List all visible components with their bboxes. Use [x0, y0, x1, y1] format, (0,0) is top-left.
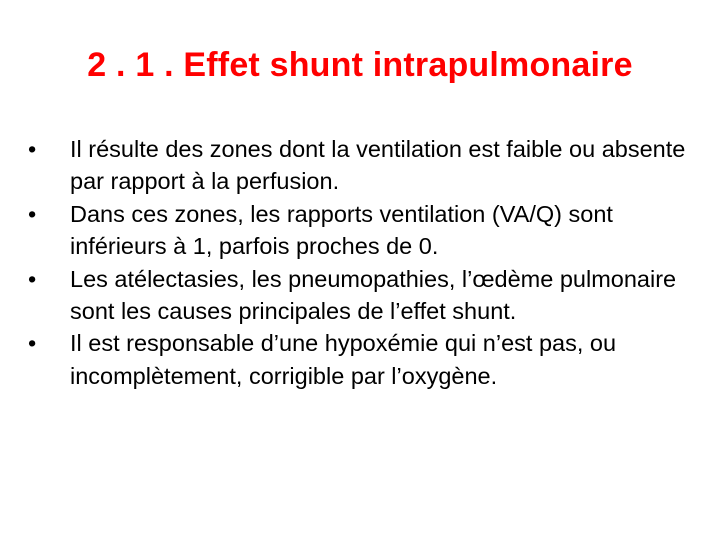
bullet-item	[28, 327, 688, 392]
bullet-text: Les atélectasies, les pneumopathies, l’œdème pulmonaire sont les causes principales de l’effet shunt.	[70, 265, 677, 325]
bullet-text: Il est responsable d’une hypoxémie qui n’est pas, ou incomplètement, corrigible par l’oxygène.	[70, 330, 617, 389]
bullet-text: Il résulte des zones dont la ventilation est faible ou absente par rapport à la perfusion.	[70, 136, 686, 195]
bullet-icon: •	[28, 136, 37, 162]
bullet-item	[28, 263, 688, 328]
bullet-icon: •	[28, 200, 37, 227]
bullet-list	[28, 133, 688, 392]
bullet-icon: •	[28, 265, 37, 292]
slide-title: 2 . 1 . Effet shunt intrapulmonaire	[87, 46, 633, 84]
bullet-item	[28, 198, 688, 263]
bullet-icon: •	[28, 330, 37, 357]
bullet-item	[28, 133, 688, 198]
bullet-text: Dans ces zones, les rapports ventilation (VA/Q) sont inférieurs à 1, parfois proches de 0.	[70, 200, 613, 260]
